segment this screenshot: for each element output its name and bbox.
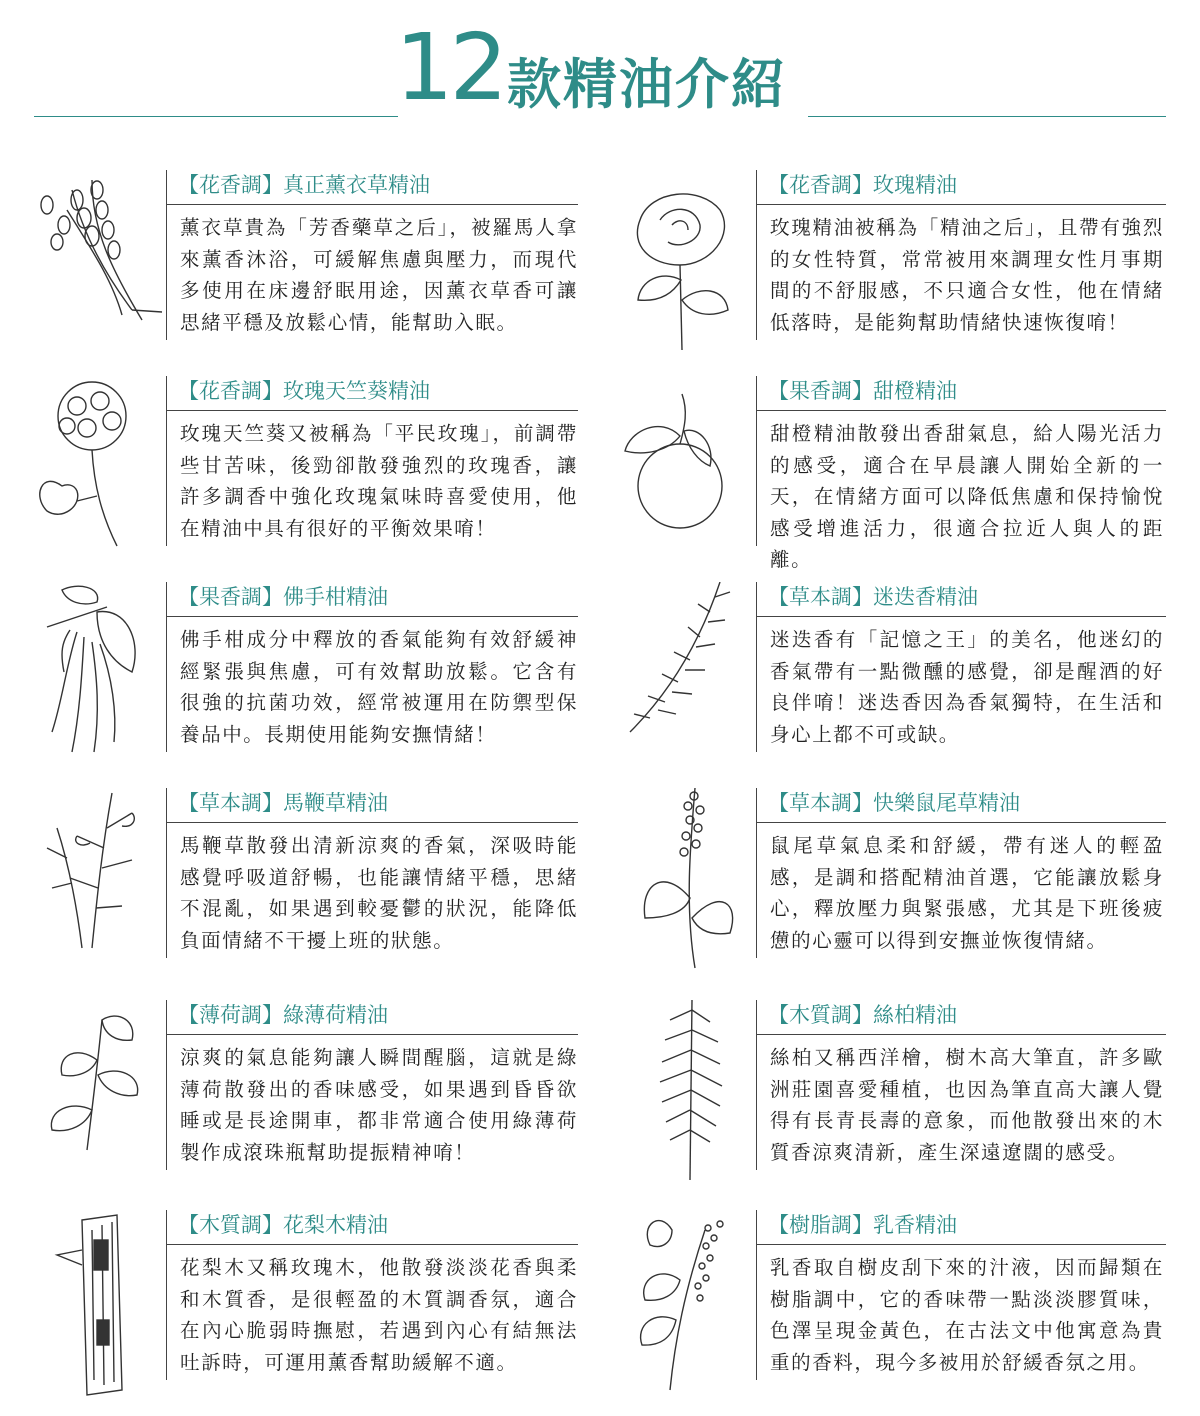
oil-heading: 【果香調】佛手柑精油 bbox=[178, 585, 388, 609]
oil-description: 花梨木又稱玫瑰木，他散發淡淡花香與柔和木質香，是很輕盈的木質調香氛，適合在內心脆弱時撫慰，若遇到內心有結無法吐訴時，可運用薰香幫助緩解不適。 bbox=[180, 1256, 578, 1374]
oil-card-rosemary bbox=[600, 582, 1200, 782]
oil-description: 玫瑰精油被稱為「精油之后」，且帶有強烈的女性特質，常常被用來調理女性月事期間的不舒服感，不只適合女性，他在情緒低落時，是能夠幫助情緒快速恢復唷！ bbox=[770, 216, 1164, 334]
oil-heading: 【木質調】花梨木精油 bbox=[178, 1213, 388, 1237]
page-title bbox=[395, 14, 815, 128]
oil-description: 甜橙精油散發出香甜氣息，給人陽光活力的感受，適合在早晨讓人開始全新的一天，在情緒方面可以降低焦慮和保持愉悅感受增進活力，很適合拉近人與人的距離。 bbox=[770, 422, 1164, 571]
oil-description: 佛手柑成分中釋放的香氣能夠有效舒緩神經緊張與焦慮，可有效幫助放鬆。它含有很強的抗菌功效，經常被運用在防禦型保養品中。長期使用能夠安撫情緒！ bbox=[180, 628, 578, 746]
title-rule-left bbox=[34, 116, 398, 117]
card-rule bbox=[166, 1244, 578, 1245]
oil-card-clary-sage bbox=[600, 788, 1200, 988]
cypress-icon bbox=[610, 1000, 760, 1190]
rosemary-icon bbox=[610, 582, 760, 772]
oil-card-frankincense bbox=[600, 1210, 1200, 1410]
oil-description: 玫瑰天竺葵又被稱為「平民玫瑰」，前調帶些甘苦味，後勁卻散發強烈的玫瑰香，讓許多調香中強化玫瑰氣味時喜愛使用，他在精油中具有很好的平衡效果唷！ bbox=[180, 422, 578, 540]
orange-icon bbox=[610, 376, 760, 566]
clary-sage-icon bbox=[610, 788, 760, 978]
card-rule bbox=[756, 822, 1166, 823]
oil-heading: 【草本調】迷迭香精油 bbox=[768, 585, 978, 609]
card-rule bbox=[756, 1034, 1166, 1035]
title-rule-right bbox=[808, 116, 1166, 117]
oil-heading: 【花香調】玫瑰精油 bbox=[768, 173, 957, 197]
mint-icon bbox=[22, 1000, 172, 1190]
oil-heading: 【花香調】玫瑰天竺葵精油 bbox=[178, 379, 430, 403]
oil-description: 迷迭香有「記憶之王」的美名，他迷幻的香氣帶有一點微醺的感覺，卻是醒酒的好良伴唷！迷迭香因為香氣獨特，在生活和身心上都不可或缺。 bbox=[770, 628, 1164, 746]
lavender-icon bbox=[22, 170, 172, 360]
oil-card-rose bbox=[600, 170, 1200, 370]
oil-heading: 【木質調】絲柏精油 bbox=[768, 1003, 957, 1027]
card-divider bbox=[166, 1000, 167, 1170]
oil-heading: 【草本調】快樂鼠尾草精油 bbox=[768, 791, 1020, 815]
card-rule bbox=[756, 616, 1166, 617]
oil-description: 絲柏又稱西洋檜，樹木高大筆直，許多歐洲莊園喜愛種植，也因為筆直高大讓人覺得有長青長壽的意象，而他散發出來的木質香涼爽清新，產生深遠遼闊的感受。 bbox=[770, 1046, 1164, 1164]
card-divider bbox=[166, 1210, 167, 1380]
card-divider bbox=[756, 1000, 757, 1170]
card-rule bbox=[756, 1244, 1166, 1245]
title-text: 款精油介紹 bbox=[507, 53, 787, 116]
rose-icon bbox=[610, 170, 760, 360]
page-header bbox=[0, 0, 1200, 130]
card-rule bbox=[166, 410, 578, 411]
title-number: 12 bbox=[395, 14, 505, 121]
oil-card-geranium bbox=[0, 376, 600, 576]
oil-heading: 【樹脂調】乳香精油 bbox=[768, 1213, 957, 1237]
verbena-icon bbox=[22, 788, 172, 978]
oil-card-bergamot bbox=[0, 582, 600, 782]
oil-card-spearmint bbox=[0, 1000, 600, 1200]
card-divider bbox=[756, 170, 757, 340]
frankincense-icon bbox=[610, 1210, 760, 1400]
card-rule bbox=[756, 204, 1166, 205]
geranium-icon bbox=[22, 376, 172, 566]
oil-card-verbena bbox=[0, 788, 600, 988]
card-divider bbox=[166, 376, 167, 546]
card-divider bbox=[756, 582, 757, 752]
oil-card-orange bbox=[600, 376, 1200, 576]
card-rule bbox=[756, 410, 1166, 411]
card-rule bbox=[166, 616, 578, 617]
card-rule bbox=[166, 1034, 578, 1035]
oil-card-rosewood bbox=[0, 1210, 600, 1410]
card-rule bbox=[166, 204, 578, 205]
card-divider bbox=[166, 788, 167, 958]
rosewood-icon bbox=[22, 1210, 172, 1400]
oil-heading: 【果香調】甜橙精油 bbox=[768, 379, 957, 403]
oil-description: 薰衣草貴為「芳香藥草之后」，被羅馬人拿來薰香沐浴，可緩解焦慮與壓力，而現代多使用在床邊舒眠用途，因薰衣草香可讓思緒平穩及放鬆心情，能幫助入眠。 bbox=[180, 216, 578, 334]
card-rule bbox=[166, 822, 578, 823]
oil-card-lavender bbox=[0, 170, 600, 370]
card-divider bbox=[756, 376, 757, 546]
oil-heading: 【薄荷調】綠薄荷精油 bbox=[178, 1003, 388, 1027]
card-divider bbox=[166, 582, 167, 752]
card-divider bbox=[166, 170, 167, 340]
oil-description: 馬鞭草散發出清新涼爽的香氣，深吸時能感覺呼吸道舒暢，也能讓情緒平穩，思緒不混亂，如果遇到較憂鬱的狀況，能降低負面情緒不干擾上班的狀態。 bbox=[180, 834, 578, 952]
oil-description: 乳香取自樹皮刮下來的汁液，因而歸類在樹脂調中，它的香味帶一點淡淡膠質味，色澤呈現金黃色，在古法文中他寓意為貴重的香料，現今多被用於舒緩香氛之用。 bbox=[770, 1256, 1164, 1374]
oil-heading: 【花香調】真正薰衣草精油 bbox=[178, 173, 430, 197]
card-divider bbox=[756, 1210, 757, 1380]
oil-card-cypress bbox=[600, 1000, 1200, 1200]
oil-description: 鼠尾草氣息柔和舒緩，帶有迷人的輕盈感，是調和搭配精油首選，它能讓放鬆身心，釋放壓力與緊張感，尤其是下班後疲憊的心靈可以得到安撫並恢復情緒。 bbox=[770, 834, 1164, 952]
oil-description: 涼爽的氣息能夠讓人瞬間醒腦，這就是綠薄荷散發出的香味感受，如果遇到昏昏欲睡或是長途開車，都非常適合使用綠薄荷製作成滾珠瓶幫助提振精神唷！ bbox=[180, 1046, 578, 1164]
card-divider bbox=[756, 788, 757, 958]
oil-heading: 【草本調】馬鞭草精油 bbox=[178, 791, 388, 815]
bergamot-icon bbox=[22, 582, 172, 772]
